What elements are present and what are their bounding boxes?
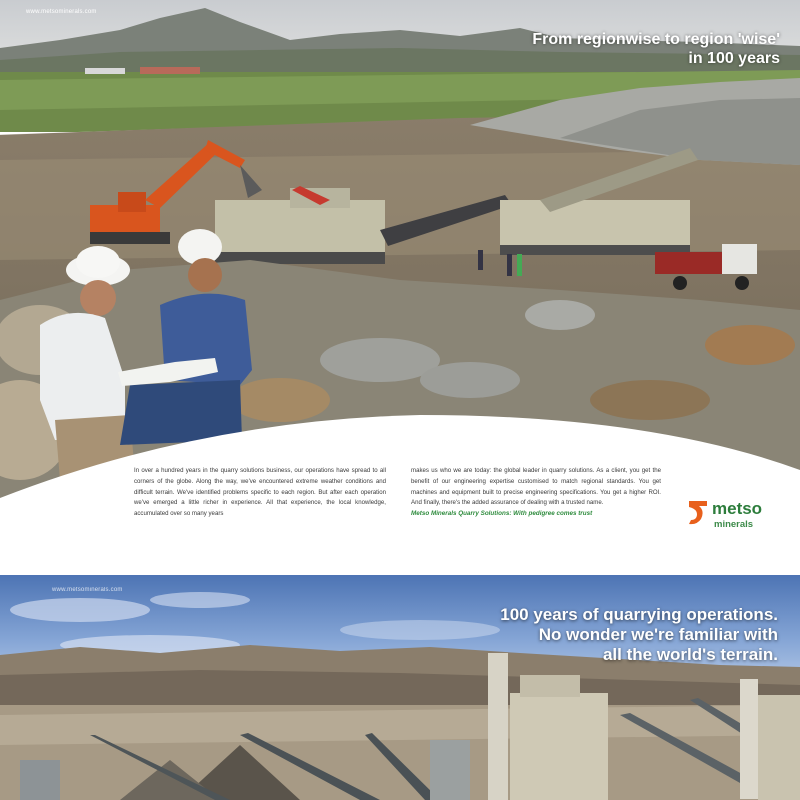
logo-wordmark: metso (712, 499, 763, 518)
headline-line: No wonder we're familiar with (538, 625, 778, 644)
tagline: Metso Minerals Quarry Solutions: With pedigree comes trust (411, 510, 593, 518)
body-copy-right (411, 466, 661, 520)
headline-line: all the world's terrain. (602, 645, 778, 664)
website-url: www.metsominerals.com (26, 9, 97, 15)
headline-line: in 100 years (688, 50, 780, 67)
body-copy-left: In over a hundred years in the quarry solutions business, our operations have spread to all corners of the globe. Along the way, we've encountered extreme weather conditions and difficult terrain. We've identified problems specific to each region. But after each operation we've emerged a little richer in experience. All that experience, the local knowledge, accumulated over so many years (134, 467, 386, 518)
headline-bottom (500, 605, 778, 665)
metso-mark-icon (686, 499, 710, 527)
body-copy-right-text: makes us who we are today: the global leader in quarry solutions. As a client, you get the benefit of our engineering expertise customised to match regional standards. You get machines and equipment built to precise engineering specifications. You get a higher ROI. And finally, there's the added assurance of dealing with a trusted name. (411, 467, 661, 507)
website-url: www.metsominerals.com (52, 587, 123, 593)
logo-subtitle: minerals (714, 519, 754, 530)
headline-top (532, 30, 780, 68)
metso-logo (686, 497, 782, 533)
headline-line: From regionwise to region 'wise' (532, 31, 780, 48)
headline-line: 100 years of quarrying operations. (500, 605, 778, 624)
advert-bottom (0, 575, 800, 800)
